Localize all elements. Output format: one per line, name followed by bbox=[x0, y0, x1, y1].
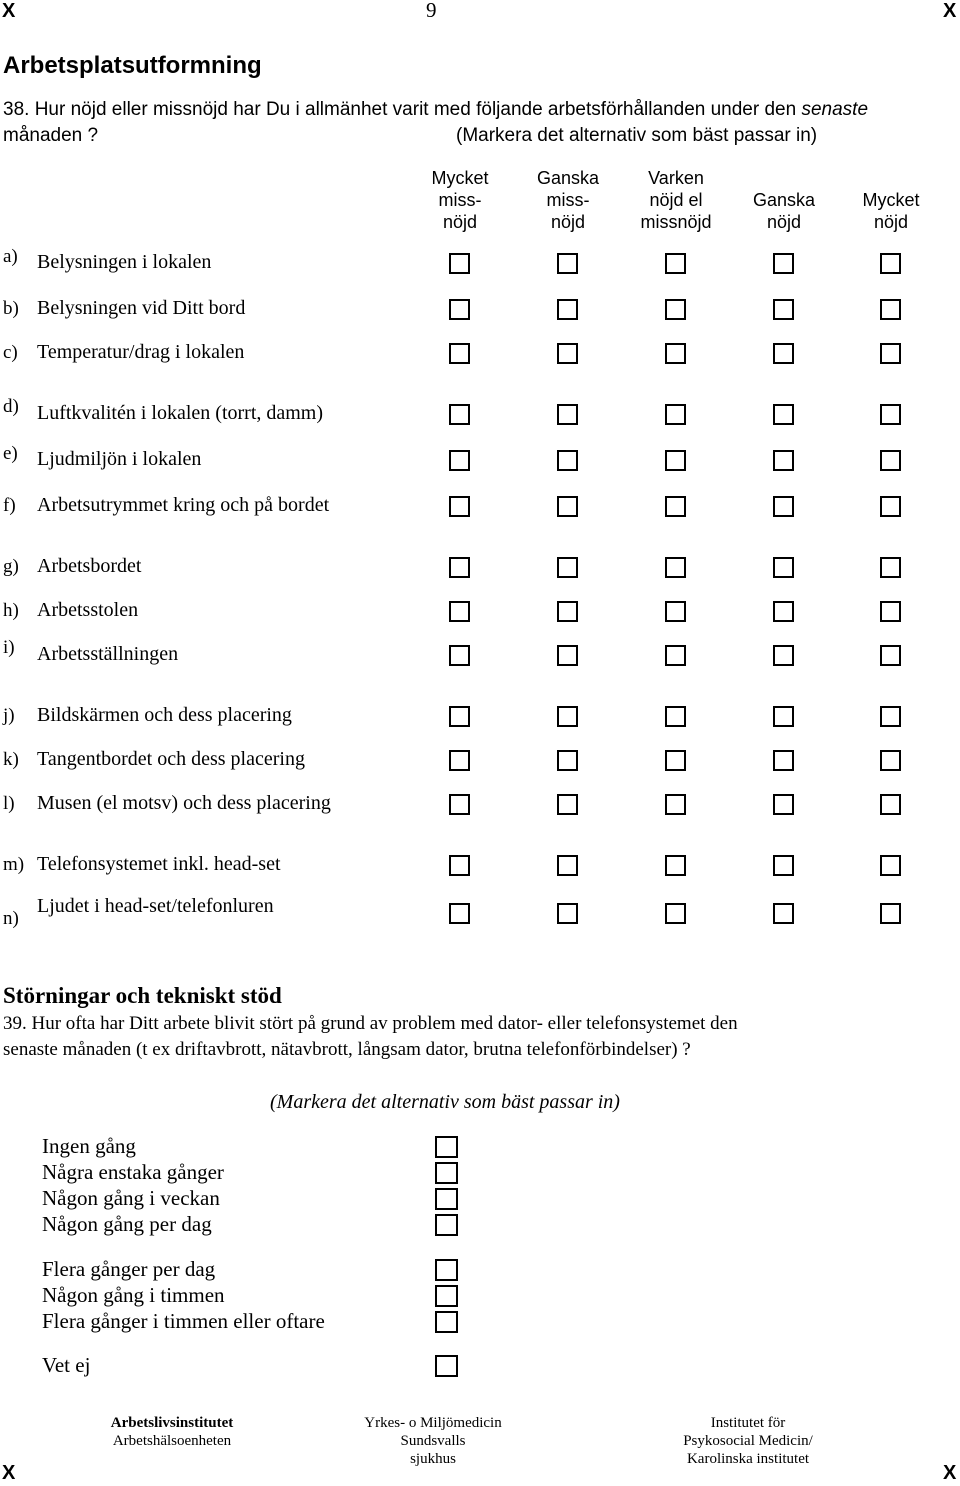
scale-header-1-l3: nöjd bbox=[442, 212, 478, 232]
rating-checkbox-1[interactable] bbox=[449, 404, 470, 425]
rating-checkbox-3[interactable] bbox=[665, 299, 686, 320]
row-letter: n) bbox=[3, 908, 19, 929]
page-number: 9 bbox=[426, 0, 437, 22]
rating-checkbox-2[interactable] bbox=[557, 855, 578, 876]
frequency-option-checkbox[interactable] bbox=[435, 1285, 458, 1307]
rating-checkbox-5[interactable] bbox=[880, 706, 901, 727]
rating-checkbox-2[interactable] bbox=[557, 253, 578, 274]
scale-header-5-l3: nöjd bbox=[873, 212, 909, 232]
scale-header-2-l3: nöjd bbox=[550, 212, 586, 232]
row-label: Musen (el motsv) och dess placering bbox=[37, 792, 331, 814]
section-title-storningar: Störningar och tekniskt stöd bbox=[3, 983, 282, 1008]
row-label: Belysningen vid Ditt bord bbox=[37, 297, 246, 319]
rating-checkbox-5[interactable] bbox=[880, 557, 901, 578]
row-letter: a) bbox=[3, 246, 18, 267]
row-letter: j) bbox=[3, 705, 15, 726]
question-39-line1: 39. Hur ofta har Ditt arbete blivit stört på grund av problem med dator- eller telefonsystemet den bbox=[3, 1013, 738, 1034]
scale-header-5-l1 bbox=[836, 167, 946, 189]
frequency-option-checkbox[interactable] bbox=[435, 1188, 458, 1210]
scale-header-3-l2: nöjd el bbox=[649, 190, 703, 210]
row-letter: c) bbox=[3, 342, 18, 363]
rating-checkbox-4[interactable] bbox=[773, 794, 794, 815]
rating-checkbox-2[interactable] bbox=[557, 557, 578, 578]
question-39-line2: senaste månaden (t ex driftavbrott, nätavbrott, långsam dator, brutna telefonförbindelser) ? bbox=[3, 1039, 691, 1060]
rating-checkbox-5[interactable] bbox=[880, 750, 901, 771]
rating-checkbox-1[interactable] bbox=[449, 855, 470, 876]
question-39-instruction: (Markera det alternativ som bäst passar in) bbox=[270, 1091, 620, 1113]
rating-checkbox-2[interactable] bbox=[557, 450, 578, 471]
scale-header-2-l1: Ganska bbox=[536, 168, 600, 188]
corner-mark-bottom-right: X bbox=[943, 1462, 957, 1484]
rating-checkbox-4[interactable] bbox=[773, 404, 794, 425]
rating-checkbox-3[interactable] bbox=[665, 601, 686, 622]
rating-checkbox-3[interactable] bbox=[665, 343, 686, 364]
row-label: Ljudmiljön i lokalen bbox=[37, 448, 202, 470]
question-38-instruction: (Markera det alternativ som bäst passar in) bbox=[456, 125, 818, 146]
rating-checkbox-5[interactable] bbox=[880, 450, 901, 471]
row-letter: m) bbox=[3, 854, 25, 875]
corner-mark-top-right: X bbox=[943, 0, 957, 22]
rating-checkbox-2[interactable] bbox=[557, 706, 578, 727]
row-label: Tangentbordet och dess placering bbox=[37, 748, 305, 770]
rating-checkbox-5[interactable] bbox=[880, 253, 901, 274]
frequency-option-label: Några enstaka gånger bbox=[42, 1160, 224, 1184]
footer-middle bbox=[323, 1414, 543, 1468]
frequency-option-checkbox[interactable] bbox=[435, 1259, 458, 1281]
scale-header-3-l1: Varken bbox=[648, 168, 704, 188]
rating-checkbox-5[interactable] bbox=[880, 404, 901, 425]
row-label: Luftkvalitén i lokalen (torrt, damm) bbox=[37, 402, 324, 424]
scale-header-3 bbox=[621, 167, 731, 233]
rating-checkbox-4[interactable] bbox=[773, 450, 794, 471]
corner-mark-bottom-left: X bbox=[2, 1462, 16, 1484]
rating-checkbox-5[interactable] bbox=[880, 903, 901, 924]
rating-checkbox-2[interactable] bbox=[557, 404, 578, 425]
section-title-arbetsplatsutformning: Arbetsplatsutformning bbox=[3, 52, 262, 79]
footer-right-line1: Institutet för bbox=[710, 1415, 786, 1431]
rating-checkbox-3[interactable] bbox=[665, 794, 686, 815]
rating-checkbox-5[interactable] bbox=[880, 343, 901, 364]
frequency-option-checkbox[interactable] bbox=[435, 1214, 458, 1236]
scale-header-1 bbox=[405, 167, 515, 233]
rating-checkbox-1[interactable] bbox=[449, 706, 470, 727]
question-38-emphasis: senaste bbox=[801, 99, 869, 120]
scale-header-3-l3: missnöjd bbox=[640, 212, 712, 232]
rating-checkbox-1[interactable] bbox=[449, 903, 470, 924]
rating-checkbox-1[interactable] bbox=[449, 299, 470, 320]
row-letter: l) bbox=[3, 793, 15, 814]
rating-checkbox-1[interactable] bbox=[449, 450, 470, 471]
scale-header-2-l2: miss- bbox=[546, 190, 590, 210]
footer-left bbox=[62, 1414, 282, 1450]
rating-checkbox-4[interactable] bbox=[773, 855, 794, 876]
row-label: Arbetsutrymmet kring och på bordet bbox=[37, 494, 330, 516]
frequency-option-label: Någon gång i timmen bbox=[42, 1283, 225, 1307]
rating-checkbox-4[interactable] bbox=[773, 601, 794, 622]
row-label: Arbetsbordet bbox=[37, 555, 142, 577]
frequency-option-label: Flera gånger per dag bbox=[42, 1257, 216, 1281]
scale-header-4-l3: nöjd bbox=[766, 212, 802, 232]
frequency-option-label: Någon gång per dag bbox=[42, 1212, 212, 1236]
question-38-text: 38. Hur nöjd eller missnöjd har Du i allmänhet varit med följande arbetsförhållanden under den bbox=[3, 99, 802, 120]
rating-checkbox-2[interactable] bbox=[557, 496, 578, 517]
rating-checkbox-4[interactable] bbox=[773, 253, 794, 274]
row-letter: f) bbox=[3, 495, 16, 516]
row-label: Arbetsstolen bbox=[37, 599, 139, 621]
rating-checkbox-4[interactable] bbox=[773, 557, 794, 578]
row-label: Telefonsystemet inkl. head-set bbox=[37, 853, 281, 875]
scale-header-1-l2: miss- bbox=[438, 190, 482, 210]
rating-checkbox-4[interactable] bbox=[773, 299, 794, 320]
rating-checkbox-5[interactable] bbox=[880, 299, 901, 320]
rating-checkbox-4[interactable] bbox=[773, 496, 794, 517]
frequency-option-label: Ingen gång bbox=[42, 1134, 136, 1158]
row-label: Ljudet i head-set/telefonluren bbox=[37, 895, 274, 917]
rating-checkbox-2[interactable] bbox=[557, 645, 578, 666]
row-label: Bildskärmen och dess placering bbox=[37, 704, 292, 726]
rating-checkbox-2[interactable] bbox=[557, 601, 578, 622]
rating-checkbox-2[interactable] bbox=[557, 903, 578, 924]
scale-header-4 bbox=[729, 167, 839, 233]
rating-checkbox-3[interactable] bbox=[665, 750, 686, 771]
scale-header-4-l2: Ganska bbox=[752, 190, 816, 210]
row-label: Belysningen i lokalen bbox=[37, 251, 212, 273]
rating-checkbox-4[interactable] bbox=[773, 343, 794, 364]
question-38-line2a: månaden ? bbox=[3, 125, 99, 146]
rating-checkbox-3[interactable] bbox=[665, 645, 686, 666]
row-letter: k) bbox=[3, 749, 19, 770]
rating-checkbox-5[interactable] bbox=[880, 794, 901, 815]
footer-middle-line3: sjukhus bbox=[410, 1451, 456, 1467]
scale-header-4-l1 bbox=[729, 167, 839, 189]
rating-checkbox-2[interactable] bbox=[557, 750, 578, 771]
rating-checkbox-3[interactable] bbox=[665, 496, 686, 517]
frequency-option-checkbox[interactable] bbox=[435, 1162, 458, 1184]
scale-header-2 bbox=[513, 167, 623, 233]
rating-checkbox-5[interactable] bbox=[880, 496, 901, 517]
rating-checkbox-1[interactable] bbox=[449, 794, 470, 815]
rating-checkbox-1[interactable] bbox=[449, 496, 470, 517]
row-letter: h) bbox=[3, 600, 19, 621]
frequency-option-label: Vet ej bbox=[42, 1353, 91, 1377]
rating-checkbox-1[interactable] bbox=[449, 557, 470, 578]
row-letter: g) bbox=[3, 556, 19, 577]
frequency-option-checkbox[interactable] bbox=[435, 1311, 458, 1333]
footer-left-line1: Arbetslivsinstitutet bbox=[110, 1415, 234, 1431]
rating-checkbox-3[interactable] bbox=[665, 253, 686, 274]
rating-checkbox-1[interactable] bbox=[449, 645, 470, 666]
scale-header-1-l1: Mycket bbox=[431, 168, 489, 188]
rating-checkbox-4[interactable] bbox=[773, 645, 794, 666]
rating-checkbox-5[interactable] bbox=[880, 855, 901, 876]
row-letter: d) bbox=[3, 396, 19, 417]
rating-checkbox-1[interactable] bbox=[449, 343, 470, 364]
row-letter: b) bbox=[3, 298, 19, 319]
footer-left-line2: Arbetshälsoenheten bbox=[112, 1433, 232, 1449]
rating-checkbox-3[interactable] bbox=[665, 404, 686, 425]
scale-header-5-l2: Mycket bbox=[862, 190, 920, 210]
row-letter: e) bbox=[3, 443, 18, 464]
question-38-line1 bbox=[3, 99, 868, 121]
rating-checkbox-3[interactable] bbox=[665, 450, 686, 471]
row-label: Temperatur/drag i lokalen bbox=[37, 341, 245, 363]
footer-middle-line2: Sundsvalls bbox=[400, 1433, 466, 1449]
rating-checkbox-2[interactable] bbox=[557, 794, 578, 815]
footer-right-line2: Psykosocial Medicin/ bbox=[683, 1433, 813, 1449]
footer-right-line3: Karolinska institutet bbox=[686, 1451, 810, 1467]
corner-mark-top-left: X bbox=[2, 0, 16, 22]
rating-checkbox-5[interactable] bbox=[880, 601, 901, 622]
row-label: Arbetsställningen bbox=[37, 643, 179, 665]
rating-checkbox-4[interactable] bbox=[773, 903, 794, 924]
footer-right bbox=[638, 1414, 858, 1468]
frequency-option-label: Någon gång i veckan bbox=[42, 1186, 220, 1210]
rating-checkbox-5[interactable] bbox=[880, 645, 901, 666]
rating-checkbox-3[interactable] bbox=[665, 706, 686, 727]
rating-checkbox-4[interactable] bbox=[773, 706, 794, 727]
footer-middle-line1: Yrkes- o Miljömedicin bbox=[364, 1415, 502, 1431]
scale-header-5 bbox=[836, 167, 946, 233]
rating-checkbox-1[interactable] bbox=[449, 750, 470, 771]
rating-checkbox-1[interactable] bbox=[449, 601, 470, 622]
rating-checkbox-2[interactable] bbox=[557, 299, 578, 320]
rating-checkbox-3[interactable] bbox=[665, 855, 686, 876]
rating-checkbox-1[interactable] bbox=[449, 253, 470, 274]
frequency-option-checkbox[interactable] bbox=[435, 1136, 458, 1158]
frequency-option-checkbox[interactable] bbox=[435, 1355, 458, 1377]
rating-checkbox-3[interactable] bbox=[665, 903, 686, 924]
frequency-option-label: Flera gånger i timmen eller oftare bbox=[42, 1309, 325, 1333]
rating-checkbox-4[interactable] bbox=[773, 750, 794, 771]
rating-checkbox-2[interactable] bbox=[557, 343, 578, 364]
row-letter: i) bbox=[3, 637, 15, 658]
rating-checkbox-3[interactable] bbox=[665, 557, 686, 578]
